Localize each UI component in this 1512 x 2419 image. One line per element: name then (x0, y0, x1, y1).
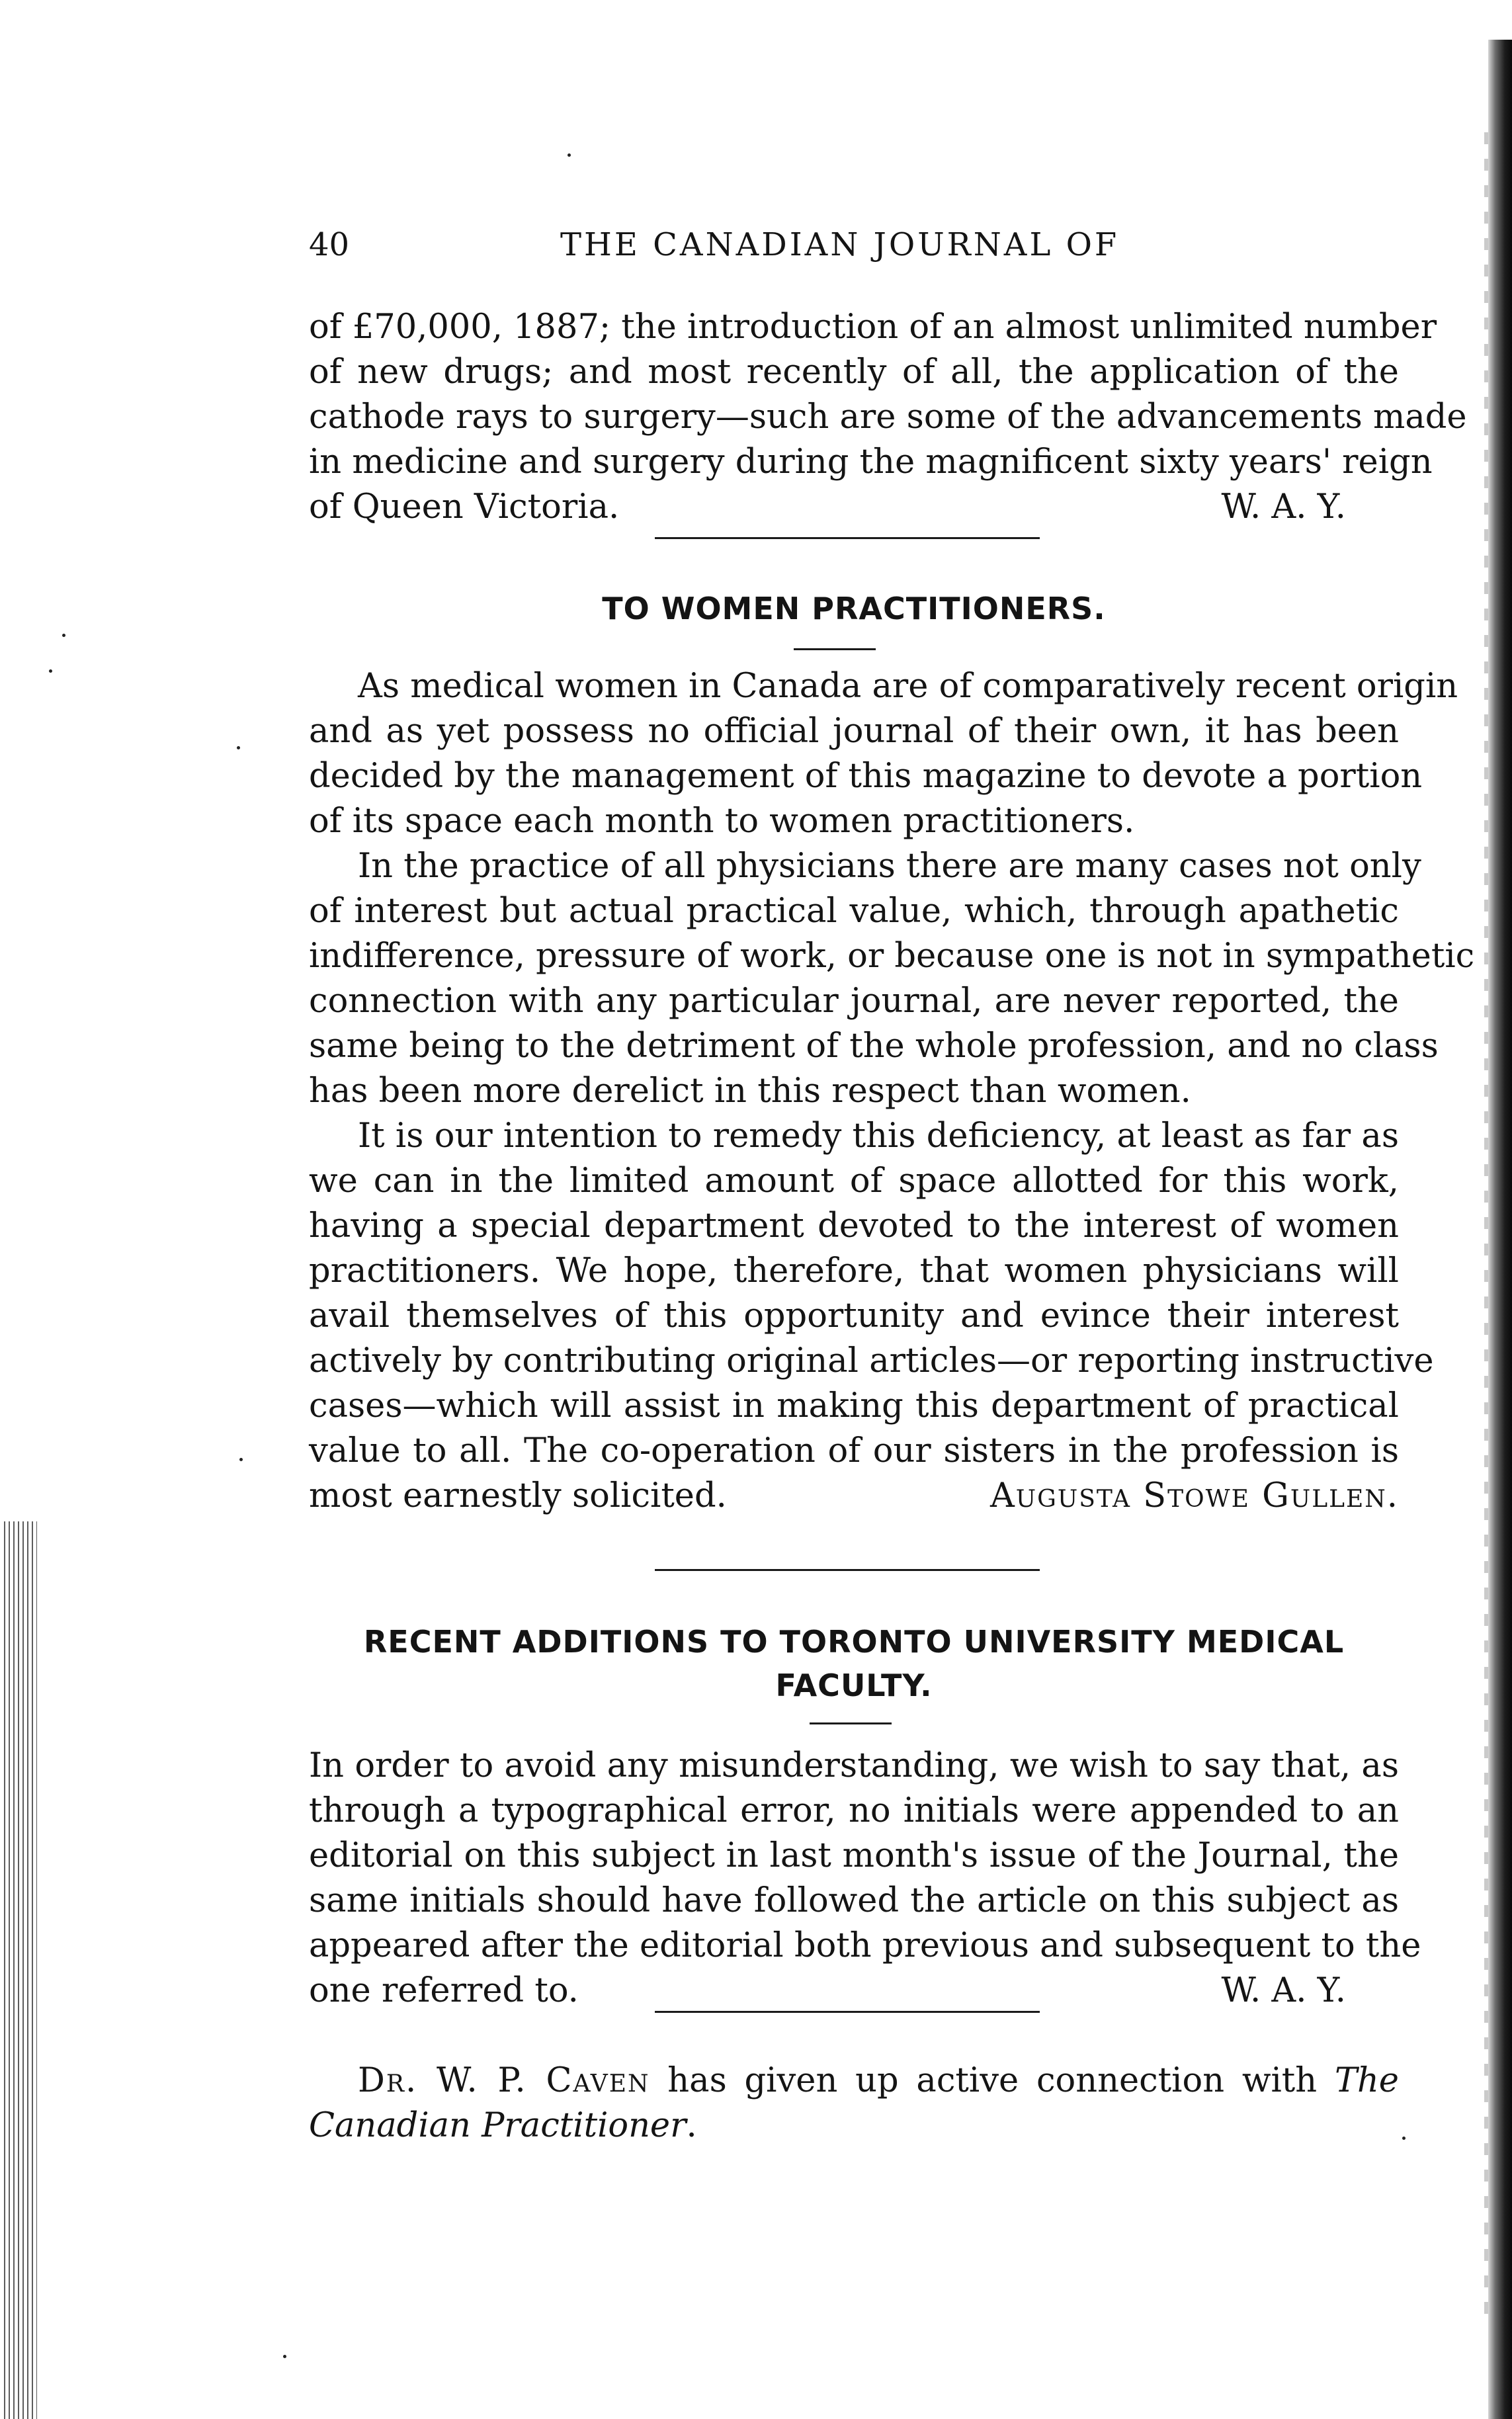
text-line: of £70,000, 1887; the introduction of an almost unlimited number (309, 308, 1437, 347)
scan-speck (239, 1458, 243, 1461)
text-line: same being to the detriment of the whole profession, and no class (309, 1027, 1439, 1066)
text-line-end: one referred to. (309, 1971, 579, 2010)
text-line: has been more derelict in this respect than women. (309, 1072, 1191, 1111)
text-line-with-signature (309, 1476, 1399, 1516)
section-divider (655, 1569, 1040, 1571)
intro-paragraph (309, 308, 1467, 532)
signature: W. A. Y. (1221, 488, 1346, 527)
text-line: cases—which will assist in making this department of practical (309, 1386, 1399, 1425)
text-line-end: of Queen Victoria. (309, 488, 620, 527)
signature: Augusta Stowe Gullen. (989, 1476, 1399, 1515)
text-line: actively by contributing original articles—or reporting instructive (309, 1341, 1434, 1380)
text-line: practitioners. We hope, therefore, that women physicians will (309, 1252, 1399, 1291)
page-number: 40 (309, 226, 350, 263)
text-line: of new drugs; and most recently of all, the application of the (309, 353, 1399, 392)
text-line: value to all. The co-operation of our sisters in the profession is (309, 1431, 1399, 1470)
running-header (309, 225, 1399, 265)
scan-speck (62, 634, 65, 637)
scan-speck (283, 2355, 286, 2358)
page-edge-shadow (1488, 40, 1512, 2419)
text-line: In the practice of all physicians there are many cases not only (358, 847, 1421, 886)
text-line: connection with any particular journal, are never reported, the (309, 982, 1399, 1021)
journal-title-fragment: Canadian Practitioner (309, 2106, 687, 2145)
text-line (309, 2061, 1399, 2101)
scan-speck (567, 153, 571, 157)
faculty-section-body (309, 1746, 1421, 2024)
text-line: of interest but actual practical value, which, through apathetic (309, 892, 1399, 931)
women-section-body (309, 667, 1475, 1540)
person-name: Dr. W. P. Caven (358, 2061, 650, 2100)
text-line: same initials should have followed the article on this subject as (309, 1881, 1399, 1920)
text-fragment: . (686, 2106, 697, 2145)
text-line: of its space each month to women practitioners. (309, 802, 1135, 841)
text-line: through a typographical error, no initials were appended to an (309, 1791, 1399, 1830)
scan-speck (237, 746, 240, 749)
text-line: indifference, pressure of work, or because one is not in sympathetic (309, 937, 1475, 976)
text-line: we can in the limited amount of space allotted for this work, (309, 1162, 1399, 1201)
text-line: appeared after the editorial both previous and subsequent to the (309, 1926, 1421, 1965)
section-heading-line: FACULTY. (775, 1668, 933, 1703)
binding-edge-streaks (4, 1521, 37, 2419)
running-head-title: THE CANADIAN JOURNAL OF (560, 226, 1120, 263)
journal-title-fragment: The (1334, 2061, 1399, 2100)
text-line-end: most earnestly solicited. (309, 1476, 727, 1515)
page-edge-streaks (1484, 132, 1488, 2315)
text-line: in medicine and surgery during the magnificent sixty years' reign (309, 443, 1433, 482)
text-line: As medical women in Canada are of comparatively recent origin (358, 667, 1458, 706)
section-divider (655, 537, 1040, 539)
text-line: editorial on this subject in last month's issue of the Journal, the (309, 1836, 1399, 1875)
scan-speck (49, 669, 52, 673)
heading-rule (810, 1722, 892, 1724)
section-heading: TO WOMEN PRACTITIONERS. (602, 591, 1106, 626)
text-line: decided by the management of this magazine to devote a portion (309, 757, 1423, 796)
text-line-with-signature (309, 488, 1399, 527)
text-line: and as yet possess no official journal of their own, it has been (309, 712, 1399, 751)
signature: W. A. Y. (1221, 1971, 1346, 2010)
scan-speck (1402, 2137, 1406, 2140)
text-line: It is our intention to remedy this deficiency, at least as far as (358, 1117, 1399, 1156)
text-line: In order to avoid any misunderstanding, we wish to say that, as (309, 1746, 1399, 1785)
text-line: cathode rays to surgery—such are some of the advancements made (309, 398, 1467, 437)
text-fragment: has given up active connection with (650, 2061, 1335, 2100)
section-heading-line: RECENT ADDITIONS TO TORONTO UNIVERSITY MEDICAL (363, 1624, 1345, 1660)
text-line: avail themselves of this opportunity and evince their interest (309, 1296, 1399, 1336)
news-note (309, 2061, 1399, 2154)
text-line (309, 2106, 1399, 2146)
text-line-with-signature (309, 1971, 1399, 2011)
section-divider (655, 2011, 1040, 2013)
heading-rule (794, 648, 876, 650)
text-line: having a special department devoted to the interest of women (309, 1207, 1399, 1246)
